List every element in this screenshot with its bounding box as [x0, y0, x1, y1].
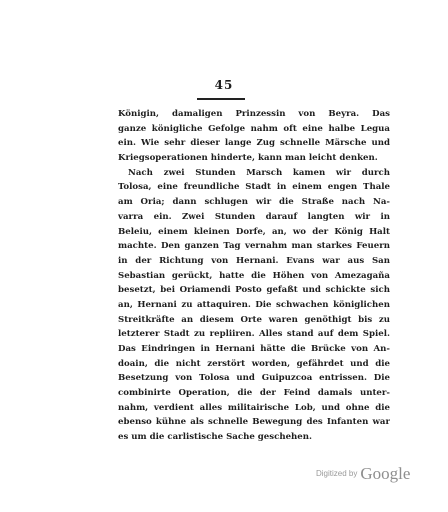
text-line: Tolosa, eine freundliche Stadt in einem engen Thale [118, 182, 390, 193]
text-line: am Oria; dann schlugen wir die Straße nach Na- [118, 197, 390, 208]
text-line: an, Hernani zu attaquiren. Die schwachen königlichen [118, 299, 390, 310]
text-line: doain, die nicht zerstört worden, gefährdet und die [118, 358, 390, 369]
text-line: Besetzung von Tolosa und Guipuzcoa entrissen. Die [118, 373, 390, 384]
text-line: combinirte Operation, die der Feind damals unter- [118, 388, 390, 399]
text-line: letzterer Stadt zu repliiren. Alles stand auf dem Spiel. [118, 329, 390, 340]
body-text [118, 107, 390, 445]
text-line: ganze königliche Gefolge nahm oft eine halbe Legua [118, 123, 390, 134]
text-line: machte. Den ganzen Tag vernahm man starkes Feuern [118, 241, 390, 252]
text-line: in der Richtung von Hernani. Evans war aus San [118, 255, 390, 266]
digitized-by-text: Digitized by [316, 469, 358, 478]
text-line: ebenso kühne als schnelle Bewegung des Infanten war [118, 417, 390, 428]
text-line: Streitkräfte an diesem Orte waren genöthigt bis zu [118, 314, 390, 325]
header-rule [197, 98, 245, 100]
text-line: Sebastian gerückt, hatte die Höhen von Amezagaña [118, 270, 390, 281]
text-line: besetzt, bei Oriamendi Posto gefaßt und schickte sich [118, 285, 390, 296]
text-line: es um die carlistische Sache geschehen. [118, 432, 313, 443]
digitized-watermark [316, 464, 410, 484]
text-line: Nach zwei Stunden Marsch kamen wir durch [128, 167, 390, 178]
text-line: nahm, verdient alles militairische Lob, und ohne die [118, 402, 390, 413]
text-line: varra ein. Zwei Stunden darauf langten wir in [118, 211, 390, 222]
page-number: 45 [214, 78, 234, 92]
text-line: Königin, damaligen Prinzessin von Beyra. Das [118, 109, 390, 119]
text-line: Kriegsoperationen hinderte, kann man leicht denken. [118, 153, 378, 164]
google-logo: Google [360, 464, 411, 483]
text-line: Beleiu, einem kleinen Dorfe, an, wo der König Halt [118, 226, 390, 237]
text-line: Das Eindringen in Hernani hätte die Brücke von An- [118, 344, 390, 354]
text-line: ein. Wie sehr dieser lange Zug schnelle Märsche und [118, 138, 390, 149]
